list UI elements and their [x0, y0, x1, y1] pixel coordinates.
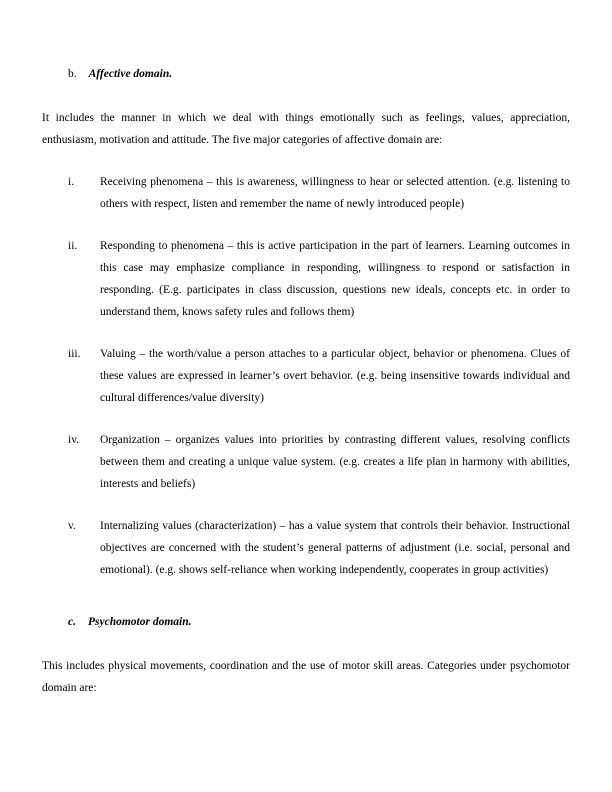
section-heading-b [68, 63, 570, 85]
list-item-receiving [42, 171, 570, 215]
list-item-organization [42, 429, 570, 495]
intro-paragraph: It includes the manner in which we deal with things emotionally such as feelings, values, appreciation, enthusiasm, motivation and attitude. The five major categories of affective domain are: [42, 112, 570, 146]
section-c-label: c. [68, 616, 76, 628]
affective-domain-list [42, 171, 570, 581]
section-b-label: b. [68, 68, 77, 80]
list-item-text: Valuing – the worth/value a person attaches to a particular object, behavior or phenomena. Clues of these values are expressed in learner’s overt behavior. (e.g. being insensitive towards individual and cultural differences/value diversity) [100, 348, 570, 404]
list-item-text: Internalizing values (characterization) – has a value system that controls their behavior. Instructional objectives are concerned with the student’s general patterns of adjustment (i.e. social, personal and emotional). (e.g. shows self-reliance when working independently, cooperates in group activities) [100, 520, 570, 576]
section-c-title: Psychomotor domain. [87, 616, 192, 628]
list-marker: i. [68, 176, 75, 188]
list-item-valuing [42, 343, 570, 409]
list-marker: iv. [68, 434, 80, 446]
list-item-text: Organization – organizes values into priorities by contrasting different values, resolving conflicts between them and creating a unique value system. (e.g. creates a life plan in harmony with abilities, interests and beliefs) [100, 434, 570, 490]
list-item-text: Responding to phenomena – this is active participation in the part of learners. Learning outcomes in this case may emphasize compliance in responding, willingness to respond or satisfaction in responding. (E.g. participates in class discussion, questions new ideals, concepts etc. in order to understand them, knows safety rules and follows them) [100, 240, 570, 318]
outro-paragraph: This includes physical movements, coordination and the use of motor skill areas. Categories under psychomotor domain are: [42, 660, 570, 694]
list-item-internalizing [42, 515, 570, 581]
list-marker: ii. [68, 240, 78, 252]
list-item-responding [42, 235, 570, 323]
list-marker: v. [68, 520, 76, 532]
section-heading-c [68, 611, 570, 633]
list-marker: iii. [68, 348, 81, 360]
list-item-text: Receiving phenomena – this is awareness, willingness to hear or selected attention. (e.g. listening to others with respect, listen and remember the name of newly introduced people) [100, 176, 570, 210]
section-b-title: Affective domain. [88, 68, 173, 80]
